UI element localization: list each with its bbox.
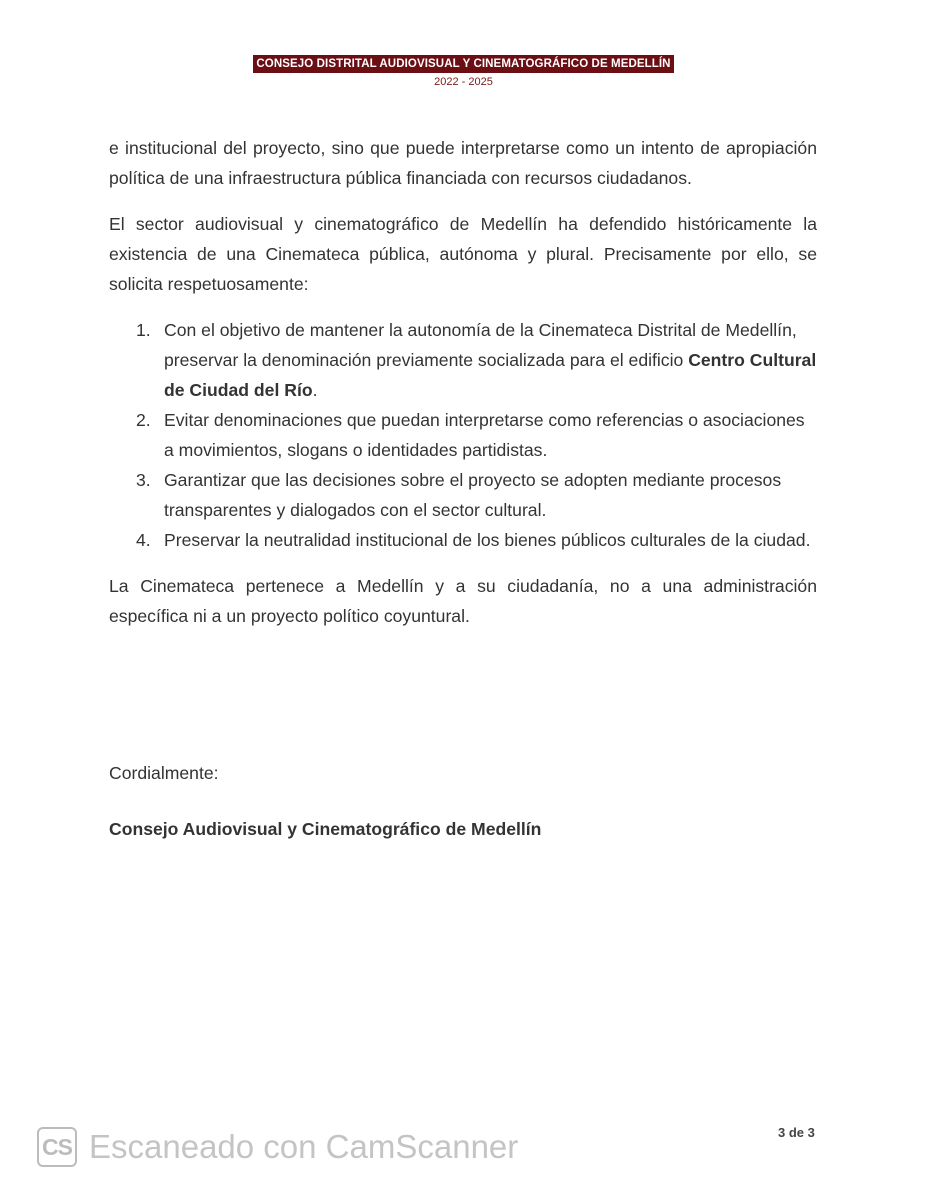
list-item-period: .	[312, 380, 318, 400]
council-title: CONSEJO DISTRITAL AUDIOVISUAL Y CINEMATOGRÁFICO DE MEDELLÍN	[253, 55, 673, 73]
list-item-number: 3.	[136, 470, 151, 490]
camscanner-logo-icon: CS	[37, 1127, 77, 1167]
paragraph-3: La Cinemateca pertenece a Medellín y a su ciudadanía, no a una administración específica ni a un proyecto político coyuntural.	[109, 576, 817, 626]
list-item-number: 4.	[136, 530, 151, 550]
list-item-number: 2.	[136, 410, 151, 430]
paragraph-1: e institucional del proyecto, sino que puede interpretarse como un intento de apropiación política de una infraestructura pública financiada con recursos ciudadanos.	[109, 138, 817, 188]
request-list	[109, 315, 817, 555]
list-item	[109, 315, 817, 405]
list-item-text: Evitar denominaciones que puedan interpretarse como referencias o asociaciones a movimientos, slogans o identidades partidistas.	[164, 410, 805, 460]
page-number: 3 de 3	[778, 1125, 815, 1140]
list-item-number: 1.	[136, 320, 151, 340]
building-name: Centro Cultural de Ciudad del Río	[164, 350, 817, 400]
closing-salutation: Cordialmente:	[109, 763, 219, 783]
list-item-text: Garantizar que las decisiones sobre el proyecto se adopten mediante procesos transparentes y dialogados con el sector cultural.	[164, 470, 782, 520]
list-item	[109, 405, 817, 465]
watermark-text: Escaneado con CamScanner	[89, 1128, 519, 1165]
camscanner-watermark	[37, 1124, 518, 1170]
document-header	[0, 54, 927, 88]
paragraph-2: El sector audiovisual y cinematográfico de Medellín ha defendido históricamente la existencia de una Cinemateca pública, autónoma y plural. Precisamente por ello, se solicita respetuosamente:	[109, 214, 817, 294]
letter-body	[109, 133, 817, 631]
list-item	[109, 525, 817, 555]
list-item-text: Con el objetivo de mantener la autonomía de la Cinemateca Distrital de Medellín, preservar la denominación previamente socializada para el edificio	[164, 320, 797, 370]
list-item	[109, 465, 817, 525]
list-item-text: Preservar la neutralidad institucional de los bienes públicos culturales de la ciudad.	[164, 530, 811, 550]
signature: Consejo Audiovisual y Cinematográfico de Medellín	[109, 819, 542, 839]
term-years: 2022 - 2025	[434, 76, 493, 88]
